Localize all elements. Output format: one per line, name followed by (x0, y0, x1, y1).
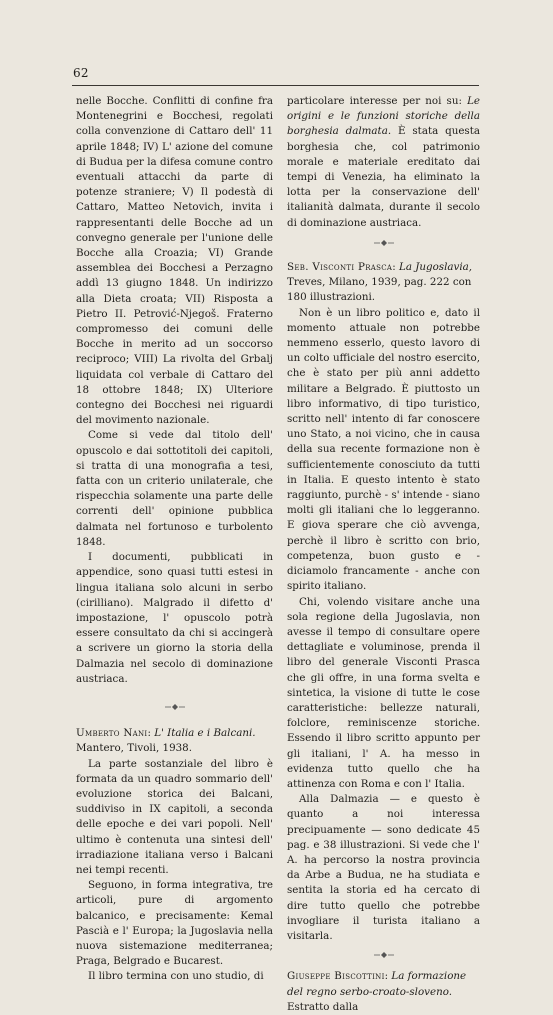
right-paragraph-1-title: Le origini e le funzioni storiche della borghesia dalmata. (287, 95, 480, 138)
ornament-icon (373, 239, 395, 247)
section-ornament (287, 237, 480, 252)
left-paragraph-4: La parte sostanziale del libro è formata da un quadro sommario dell' evoluzione storica dei Balcani, suddiviso in IX capitoli, a seconda delle epoche e dei vari popoli. Nell' ultimo è contenuta una sintesi dell' irradiazione italiana verso i Balcani nei tempi recenti. (76, 757, 273, 876)
review-title: La formazione del regno serbo-croato-sloveno. (287, 970, 467, 998)
review-imprint: Treves, Milano, 1939, pag. 222 con 180 illustrazioni. (287, 276, 472, 304)
section-ornament (287, 948, 480, 963)
review-imprint: Mantero, Tivoli, 1938. (76, 742, 193, 755)
left-paragraph-3: I documenti, pubblicati in appendice, sono quasi tutti estesi in lingua italiana solo alcuni in serbo (cirilliano). Malgrado il difetto d' impostazione, l' opuscolo potrà essere consultato da chi si accingerà a scrivere un giorno la storia della Dalmazia nel secolo di dominazione austriaca. (76, 551, 273, 685)
review-heading-visconti: Seb. Visconti Prasca: La Jugoslavia, Treves, Milano, 1939, pag. 222 con 180 illustrazioni. (287, 261, 473, 304)
review-author: Giuseppe Biscottini (287, 970, 385, 983)
review-heading-nani: Umberto Nani: L' Italia e i Balcani. Mantero, Tivoli, 1938. (76, 727, 256, 755)
review-author: Seb. Visconti Prasca (287, 261, 393, 274)
review-title: La Jugoslavia, (399, 261, 473, 274)
review-author: Umberto Nani (76, 727, 148, 740)
right-paragraph-1-rest: È stata questa borghesia che, col patrimonio morale e materiale ereditato dai tempi di Venezia, ha eliminato la lotta per la conservazione dell' italianità dalmata, durante il secolo di dominazione austriaca. (287, 125, 480, 229)
left-paragraph-2: Come si vede dal titolo dell' opuscolo e dai sottotitoli dei capitoli, si tratta di una monografia a tesi, fatta con un criterio unilaterale, che rispecchia solamente una parte delle correnti dell' opinione pubblica dalmata nel fortunoso e turbolento 1848. (76, 429, 273, 548)
header-rule (72, 85, 479, 86)
ornament-icon (164, 703, 186, 711)
right-paragraph-1-start: particolare interesse per noi su: (287, 95, 468, 107)
left-column (76, 94, 273, 985)
right-column (287, 94, 480, 1015)
left-paragraph-6: Il libro termina con uno studio, di (88, 970, 264, 983)
review-heading-biscottini: Giuseppe Biscottini: La formazione del regno serbo-croato-sloveno. Estratto dalla (287, 970, 467, 1013)
left-paragraph-5: Seguono, in forma integrativa, tre articoli, pure di argomento balcanico, e precisamente: Kemal Pascià e l' Europa; la Jugoslavia nella nuova sistemazione mediterranea; Praga, Belgrado e Bucarest. (76, 879, 273, 968)
review-imprint: Estratto dalla (287, 1000, 359, 1013)
right-paragraph-1 (287, 94, 480, 231)
right-paragraph-3: Chi, volendo visitare anche una sola regione della Jugoslavia, non avesse il tempo di consultare opere dettagliate e voluminose, prenda il libro del generale Visconti Prasca che gli offre, in una forma svelta e sintetica, la visione di tutte le cose caratteristiche: bellezze naturali, folclore, reminiscenze storiche. Essendo il libro scritto appunto per gli italiani, l' A. ha messo in evidenza tutto quello che ha attinenza con Roma e con l' Italia. (287, 595, 480, 790)
right-paragraph-4: Alla Dalmazia — e questo è quanto a noi interessa precipuamente — sono dedicate 45 pag. e 38 illustrazioni. Si vede che l' A. ha percorso la nostra provincia da Arbe a Budua, ne ha studiata e sentita la storia ed ha cercato di dire tutto quello che potrebbe invogliare il turista italiano a visitarla. (287, 793, 480, 942)
section-ornament (76, 701, 273, 716)
ornament-icon (373, 951, 395, 959)
page-number: 62 (73, 66, 89, 80)
right-paragraph-2: Non è un libro politico e, dato il momento attuale non potrebbe nemmeno esserlo, questo lavoro di un colto ufficiale del nostro esercito, che è stato per più anni addetto militare a Belgrado. È piuttosto un libro informativo, di tipo turistico, scritto nell' intento di far conoscere uno Stato, a noi vicino, che in causa della sua recente formazione non è sufficientemente conosciuto da tutti in Italia. E questo intento è stato raggiunto, purchè - s' intende - siano molti gli italiani che lo leggeranno. E giova sperare che ciò avvenga, perchè il libro è scritto con brio, competenza, buon gusto e - diciamolo francamente - anche con spirito italiano. (287, 306, 480, 593)
left-paragraph-1: nelle Bocche. Conflitti di confine fra Montenegrini e Bocchesi, regolati colla convenzione di Cattaro dell' 11 aprile 1848; IV) L' azione del comune di Budua per la difesa comune contro eventuali attacchi da parte di potenze straniere; V) Il podestà di Cattaro, Matteo Netovich, invita i rappresentanti delle Bocche ad un convegno generale per l'unione delle Bocche alla Croazia; VI) Grande assemblea dei Bocchesi a Perzagno addì 13 giugno 1848. Un indirizzo alla Dieta croata; VII) Risposta a Pietro II. Petrović-Njegoš. Fraterno compromesso dei comuni delle Bocche in merito ad un soccorso reciproco; VIII) La rivolta del Grbalj liquidata col verbale di Cattaro del 18 ottobre 1848; IX) Ulteriore contegno dei Bocchesi nei riguardi del movimento nazionale. (76, 95, 273, 427)
review-title: L' Italia e i Balcani. (154, 727, 256, 740)
